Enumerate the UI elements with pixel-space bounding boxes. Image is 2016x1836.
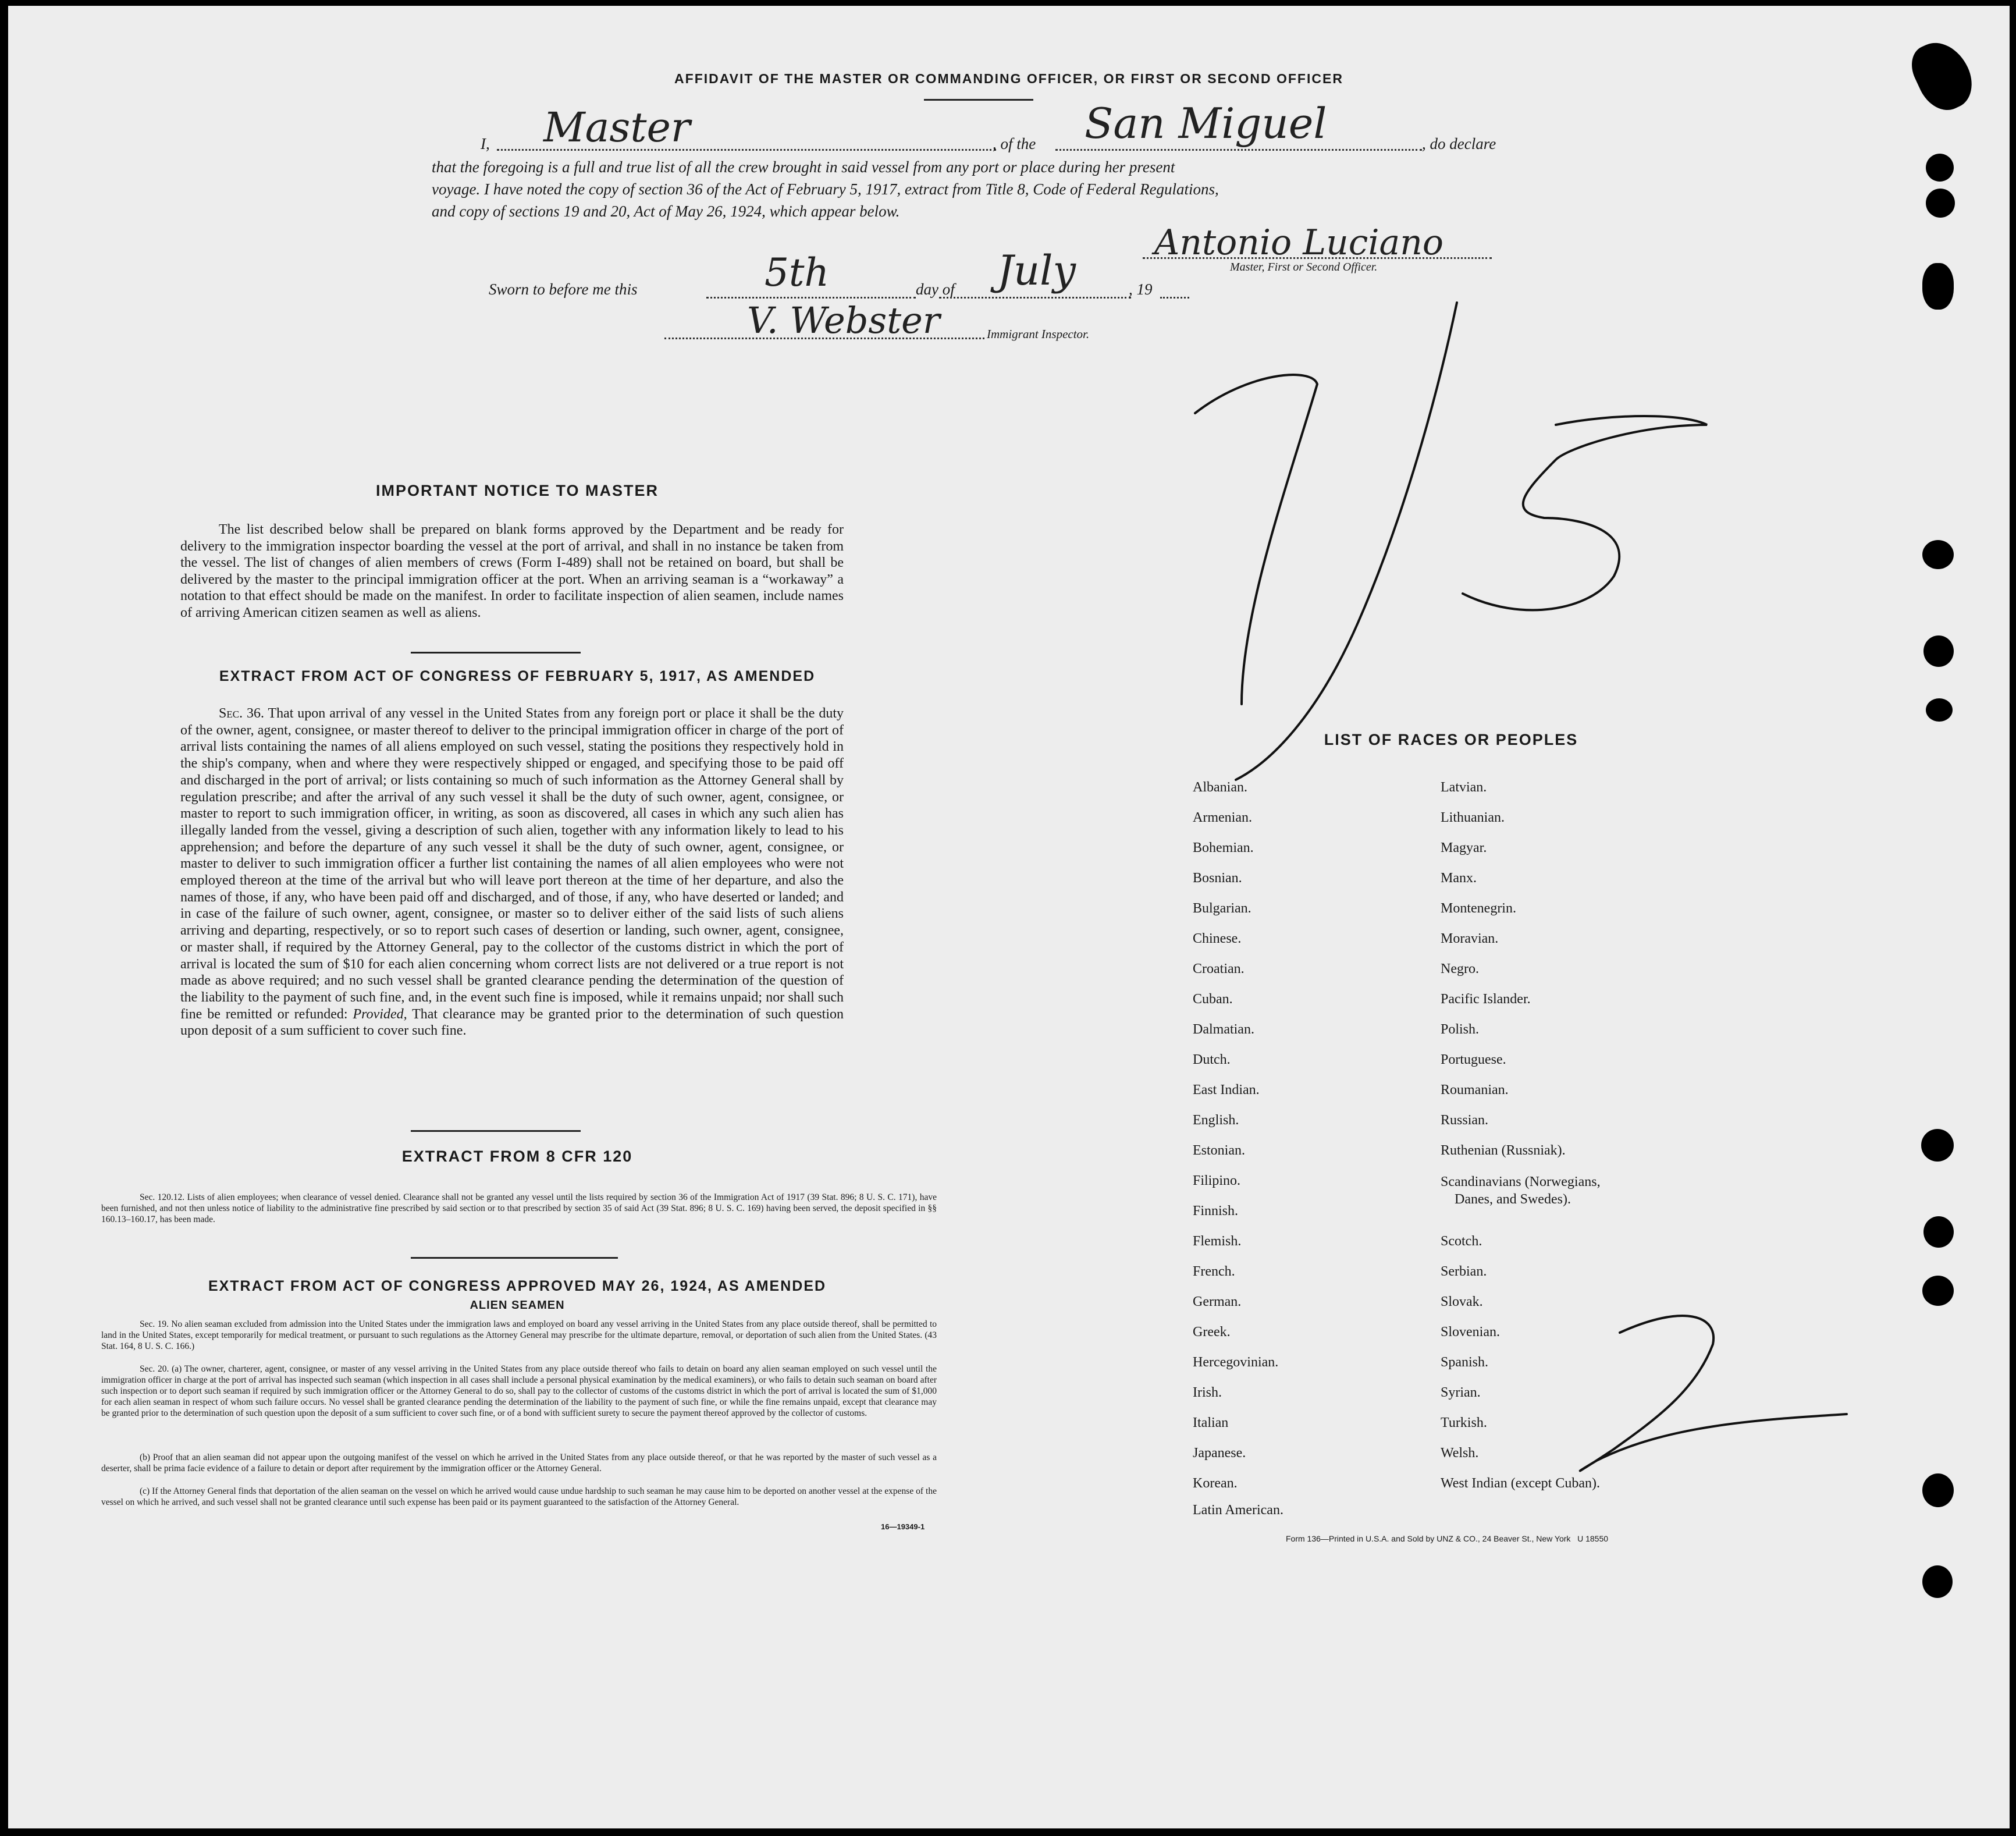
race-left-item: English. bbox=[1193, 1113, 1239, 1128]
vessel-name-handwritten: San Miguel bbox=[1085, 99, 1327, 148]
race-right-item: Moravian. bbox=[1441, 931, 1499, 946]
cfr-title: EXTRACT FROM 8 CFR 120 bbox=[401, 1148, 633, 1165]
punch-hole bbox=[1922, 540, 1954, 569]
race-right-item: Latvian. bbox=[1441, 780, 1487, 795]
punch-hole bbox=[1926, 189, 1955, 218]
act1924-sec20b: (b) Proof that an alien seaman did not appear upon the outgoing manifest of the vessel on which he arrived in the United States from any place outside thereof, or that he was reported by the master of such vessel as a deserter, shall be prima facie evidence of a failure to detain or deport after requirement by the immigration officer or the Attorney General. bbox=[101, 1453, 937, 1473]
race-left-item: French. bbox=[1193, 1264, 1235, 1279]
handwritten-2-stroke bbox=[1580, 1316, 1847, 1471]
race-right-item: Turkish. bbox=[1441, 1415, 1487, 1430]
race-left-item: Italian bbox=[1193, 1415, 1229, 1430]
punch-hole bbox=[1926, 154, 1954, 182]
race-right-item: Ruthenian (Russniak). bbox=[1441, 1143, 1566, 1158]
race-left-item: East Indian. bbox=[1193, 1082, 1260, 1098]
race-left-item: Dalmatian. bbox=[1193, 1022, 1254, 1037]
act1924-title: EXTRACT FROM ACT OF CONGRESS APPROVED MAY 26, 1924, AS AMENDED bbox=[208, 1278, 827, 1294]
act1924-subtitle: ALIEN SEAMEN bbox=[470, 1299, 565, 1312]
punch-hole bbox=[1922, 1276, 1954, 1306]
act1924-sec20a: Sec. 20. (a) The owner, charterer, agent, consignee, or master of any vessel arriving in the United States from any place outside thereof who fails to detain on board any alien seaman employed on such vessel until the immigration officer in charge at the port of arrival has inspected such seaman (which inspection in all cases shall include a personal physical examination by the medical examiners), or who fails to detain such seaman on board after such inspection or to deport such seaman if required by such immigration officer or the Attorney General to do so, shall pay to the collector of customs of the customs district in which the port of arrival is located the sum of $1,000 for each alien seaman in respect of whom such failure occurs. No vessel shall be granted clearance pending the determination of the liability to the payment of such fine, or while the fine remains unpaid, except that clearance may be granted prior to the determination of such question upon the deposit of a sum sufficient to cover such fine, or of a bond with sufficient surety to secure the payment thereof approved by the collector of customs. bbox=[101, 1364, 937, 1418]
race-left-item: Estonian. bbox=[1193, 1143, 1245, 1158]
master-signature-caption: Master, First or Second Officer. bbox=[1230, 261, 1378, 274]
race-left-item: German. bbox=[1193, 1294, 1242, 1309]
handwritten-5-stroke bbox=[1463, 416, 1707, 610]
punch-hole bbox=[1923, 1216, 1954, 1248]
affidavit-title: AFFIDAVIT OF THE MASTER OR COMMANDING OFFICER, OR FIRST OR SECOND OFFICER bbox=[674, 71, 1343, 86]
race-left-item: Bulgarian. bbox=[1193, 901, 1251, 916]
extract1917-title: EXTRACT FROM ACT OF CONGRESS OF FEBRUARY 5, 1917, AS AMENDED bbox=[219, 668, 816, 684]
punch-hole bbox=[1922, 263, 1954, 310]
race-right-item: Pacific Islander. bbox=[1441, 992, 1531, 1007]
notice-title: IMPORTANT NOTICE TO MASTER bbox=[376, 482, 659, 499]
extract1917-text: That upon arrival of any vessel in the United States from any foreign port or place it shall be the duty of the owner, agent, consignee, or master thereof to deliver to the principal immigration officer in charge of the port of arrival lists containing the names of all aliens employed on such vessel, stating the positions they respectively hold in the ship's company, when and where they were respectively shipped or engaged, and specifying those to be paid off and discharged in the port of arrival; or lists containing so much of such information as the Attorney General shall by regulation prescribe; and after the arrival of any such vessel it shall be the duty of such owner, agent, consignee, or master to report to such immigration officer, in writing, as soon as discovered, all cases in which any such alien has illegally landed from the vessel, giving a description of such alien, together with any information likely to lead to his apprehension; and before the departure of any such vessel it shall be the duty of such owner, agent, consignee, or master to deliver to such immigration officer a further list containing the names of all alien employees who were not employed thereon at the time of the arrival but who will leave port thereon at the time of her departure, and also the names of those, if any, who have been paid off and discharged, and of those, if any, who have deserted or landed; and in case of the failure of such owner, agent, consignee, or master so to deliver either of the said lists of such aliens arriving and departing, respectively, or so to report such cases of desertion or landing, such owner, agent, consignee, or master shall, if required by the Attorney General, pay to the collector of the customs district in which the port of arrival is located the sum of $10 for each alien concerning whom correct lists are not delivered or a true report is not made as above required; and no such vessel shall be granted clearance pending the determination of the question of the liability to the payment of such fine, and, in the event such fine is imposed, while it remains unpaid; nor shall such fine be remitted or refunded: bbox=[180, 706, 844, 1022]
race-right-item: Manx. bbox=[1441, 871, 1477, 886]
race-right-item: Welsh. bbox=[1441, 1446, 1479, 1461]
punch-hole bbox=[1923, 635, 1954, 667]
sworn-prefix: Sworn to before me this bbox=[489, 280, 638, 298]
race-left-item: Irish. bbox=[1193, 1385, 1222, 1400]
race-left-item: Filipino. bbox=[1193, 1173, 1241, 1188]
race-right-item: Polish. bbox=[1441, 1022, 1480, 1037]
race-right-item: Scandinavians (Norwegians, Danes, and Swedes). bbox=[1441, 1174, 1601, 1207]
race-right-item: Syrian. bbox=[1441, 1385, 1481, 1400]
sworn-month-handwritten: July bbox=[997, 247, 1076, 294]
act1924-sec19: Sec. 19. No alien seaman excluded from admission into the United States under the immigration laws and employed on board any vessel arriving in the United States from any place outside thereof, shall be permitted to land in the United States, except temporarily for medical treatment, or pursuant to such regulations as the Attorney General may prescribe for the ultimate departure, removal, or deportation of such alien from the United States. (43 Stat. 164, 8 U. S. C. 166.) bbox=[101, 1319, 937, 1351]
act1924-code: 16—19349-1 bbox=[881, 1522, 925, 1531]
extract1917-body bbox=[180, 705, 844, 1039]
notice-text: The list described below shall be prepared on blank forms approved by the Department and be ready for delivery to the immigration inspector boarding the vessel at the port of arrival, and shall in no instance be taken from the vessel. The list of changes of alien members of crews (Form I-489) shall not be retained on board, but shall be delivered by the master to the principal immigration officer at the port. When an arriving seaman is a “workaway” a notation to that effect should be made on the manifest. In order to facilitate inspection of alien seamen, include names of arriving American citizen seamen as well as aliens. bbox=[180, 522, 844, 620]
race-left-item: Japanese. bbox=[1193, 1446, 1246, 1461]
punch-hole bbox=[1922, 1473, 1954, 1507]
race-right-item: West Indian (except Cuban). bbox=[1441, 1476, 1600, 1491]
race-right-item: Negro. bbox=[1441, 961, 1479, 976]
races-title: LIST OF RACES OR PEOPLES bbox=[1324, 731, 1578, 748]
race-left-item: Croatian. bbox=[1193, 961, 1245, 976]
race-left-item: Armenian. bbox=[1193, 810, 1252, 825]
race-left-item: Bosnian. bbox=[1193, 871, 1242, 886]
race-right-item: Magyar. bbox=[1441, 840, 1487, 855]
affidavit-body-line3: and copy of sections 19 and 20, Act of May 26, 1924, which appear below. bbox=[432, 203, 900, 220]
punch-hole bbox=[1926, 698, 1953, 722]
race-left-item: Dutch. bbox=[1193, 1052, 1231, 1067]
act1924-sec20c: (c) If the Attorney General finds that deportation of the alien seaman on the vessel on which he arrived would cause undue hardship to such seaman he may cause him to be deported on another vessel at the expense of the vessel on which he arrived, and such vessel shall not be granted clearance until such expense has been paid or its payment guaranteed to the satisfaction of the Attorney General. bbox=[101, 1486, 937, 1507]
race-right-item: Montenegrin. bbox=[1441, 901, 1516, 916]
race-right-item: Roumanian. bbox=[1441, 1082, 1509, 1098]
extract1917-provided: Provided, bbox=[353, 1006, 407, 1022]
handwritten-1-stroke bbox=[1195, 375, 1317, 704]
punch-hole bbox=[1922, 1565, 1953, 1598]
race-right-item: Russian. bbox=[1441, 1113, 1489, 1128]
extract1917-rule bbox=[411, 1130, 581, 1132]
race-left-item: Flemish. bbox=[1193, 1234, 1242, 1249]
race-right-item: Slovenian. bbox=[1441, 1324, 1500, 1340]
race-right-item: Slovak. bbox=[1441, 1294, 1483, 1309]
race-right-item: Spanish. bbox=[1441, 1355, 1489, 1370]
sworn-day-of: day of bbox=[916, 280, 955, 298]
race-left-item: Hercegovinian. bbox=[1193, 1355, 1279, 1370]
race-left-item: Albanian. bbox=[1193, 780, 1247, 795]
punch-hole bbox=[1921, 1129, 1954, 1162]
sworn-day-handwritten: 5th bbox=[765, 250, 830, 295]
race-left-item: Finnish. bbox=[1193, 1203, 1239, 1219]
affidavit-i-label: I, bbox=[481, 135, 490, 152]
sworn-year-prefix: , 19 bbox=[1129, 280, 1153, 298]
race-left-item: Korean. bbox=[1193, 1476, 1238, 1491]
race-left-item: Latin American. bbox=[1193, 1503, 1283, 1518]
race-left-item: Cuban. bbox=[1193, 992, 1233, 1007]
master-name-handwritten: Master bbox=[543, 104, 691, 151]
extract1917-text-end: That clearance may be granted prior to the determination of such question upon deposit of a sum sufficient to cover such fine. bbox=[180, 1006, 844, 1039]
race-left-item: Bohemian. bbox=[1193, 840, 1254, 855]
cfr-text: Sec. 120.12. Lists of alien employees; when clearance of vessel denied. Clearance shall not be granted any vessel until the lists required by section 36 of the Immigration Act of 1917 (39 Stat. 896; 8 U. S. C. 171), have been furnished, and not then unless notice of liability to the administrative fine prescribed by said section or to that prescribed by section 35 of said Act (39 Stat. 896; 8 U. S. C. 169) having been served, the deposit specified in §§ 160.13–160.17, has been made. bbox=[101, 1192, 937, 1224]
document-page bbox=[8, 6, 2010, 1828]
affidavit-of-the: , of the bbox=[993, 135, 1036, 152]
race-right-item: Lithuanian. bbox=[1441, 810, 1505, 825]
race-left-item: Chinese. bbox=[1193, 931, 1242, 946]
inspector-caption: Immigrant Inspector. bbox=[987, 327, 1090, 341]
form-footer: Form 136—Printed in U.S.A. and Sold by UNZ & CO., 24 Beaver St., New York U 18550 bbox=[1286, 1534, 1609, 1543]
inspector-signature: V. Webster bbox=[747, 299, 940, 342]
cfr-rule bbox=[411, 1257, 618, 1259]
race-left-item: Greek. bbox=[1193, 1324, 1231, 1340]
affidavit-body-line1: that the foregoing is a full and true list of all the crew brought in said vessel from any port or place during her present bbox=[432, 158, 1175, 176]
affidavit-do-declare: , do declare bbox=[1422, 135, 1496, 152]
race-right-item: Scotch. bbox=[1441, 1234, 1482, 1249]
extract1917-sec-label: Sec. 36. bbox=[219, 706, 264, 721]
race-right-item: Serbian. bbox=[1441, 1264, 1487, 1279]
notice-rule bbox=[411, 652, 581, 654]
race-right-item: Portuguese. bbox=[1441, 1052, 1506, 1067]
master-signature: Antonio Luciano bbox=[1154, 222, 1444, 263]
affidavit-body-line2: voyage. I have noted the copy of section 36 of the Act of February 5, 1917, extract from Title 8, Code of Federal Regulations, bbox=[432, 180, 1219, 198]
